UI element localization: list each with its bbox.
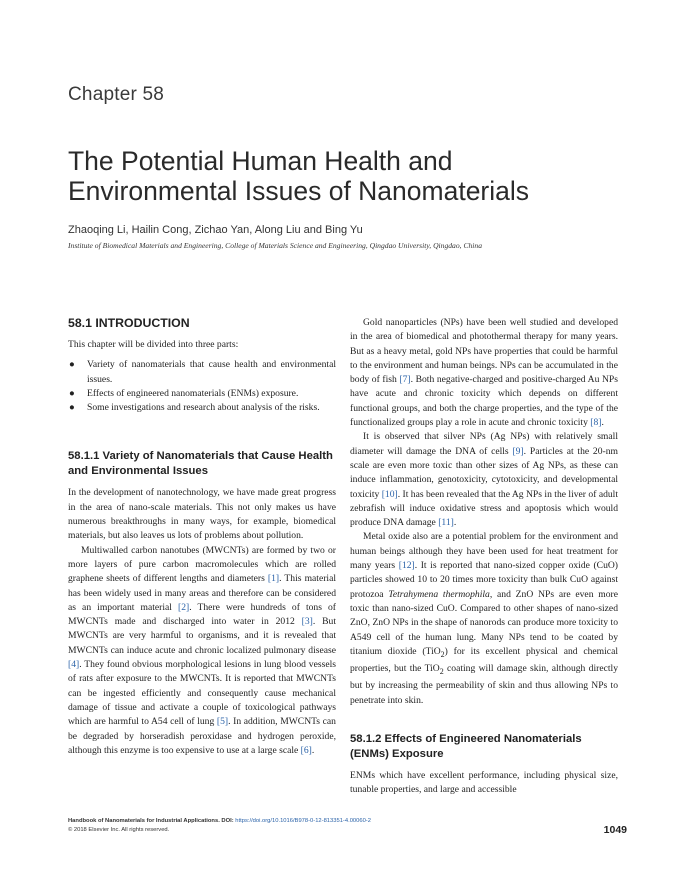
bullet-item: ● Variety of nanomaterials that cause health and environmental issues.: [69, 359, 336, 385]
footer-doi-line: Handbook of Nanomaterials for Industrial Applications. DOI: https://doi.org/10.1016/B978-0-12-813351-4.00060-2: [68, 818, 371, 824]
paragraph: Metal oxide also are a potential problem for the environment and human beings although they have been used for heat treatment for many years [12]. It is reported that nano-sized copper oxide (CuO) particles showed 10 to 20 times more toxicity than bulk CuO against protozoa Tetrahymena thermophila, and ZnO NPs are even more toxic than nano-sized CuO. Compared to other shapes of nano-sized ZnO, ZnO NPs in the shape of nanorods can produce more toxicity to A549 cell of the human lung. Many NPs tend to be coated by titanium dioxide (TiO$_2$) for its excellent physical and chemical properties, but the TiO$_2$ coating will damage skin, although directly but by increasing the permeability of skin and thus allowing NPs to penetrate into skin.: [350, 531, 618, 706]
bullet-icon: ●: [69, 359, 75, 371]
chapter-title: [68, 146, 628, 206]
paragraph: In the development of nanotechnology, we have made great progress in the area of nano-scale materials. This not only makes us have numerous breakthroughs in many ways, for example, biomedical materials, but also leaves us lots of problems about pollution.: [68, 487, 336, 542]
citation-link[interactable]: [3]: [301, 616, 313, 628]
citation-link[interactable]: [4]: [68, 659, 80, 671]
copyright: © 2018 Elsevier Inc. All rights reserved.: [68, 826, 170, 833]
paragraph: ENMs which have excellent performance, including physical size, tunable properties, and large and accessible: [350, 769, 618, 796]
citation-link[interactable]: [2]: [178, 601, 190, 613]
right-column: [350, 316, 618, 797]
bullet-item: ● Effects of engineered nanomaterials (ENMs) exposure.: [68, 387, 336, 401]
author-list: Zhaoqing Li, Hailin Cong, Zichao Yan, Along Liu and Bing Yu: [68, 224, 363, 236]
paragraph: It is observed that silver NPs (Ag NPs) with relatively small diameter will damage the DNA of cells [9]. Particles at the 20-nm scale are even more toxic than other sizes of Ag NPs, as these can induce inflammation, genotoxicity, cytotoxicity, and developmental toxicity [10]. It has been revealed that the Ag NPs in the liver of adult zebrafish will induce oxidative stress and apoptosis which would produce DNA damage [11].: [350, 431, 618, 529]
doi-link[interactable]: https://doi.org/10.1016/B978-0-12-813351-4.00060-2: [235, 818, 371, 824]
bullet-list: [68, 358, 336, 415]
section-heading-58-1: 58.1 INTRODUCTION: [68, 316, 190, 330]
page-footer: [68, 817, 628, 834]
chapter-label: Chapter 58: [68, 84, 165, 105]
bullet-item: ● Some investigations and research about analysis of the risks.: [68, 401, 336, 415]
paragraph: Gold nanoparticles (NPs) have been well studied and developed in the area of biomedical and photothermal therapy for many years. But as a heavy metal, gold NPs have properties that could be harmful to the environment and human beings. NPs can be accumulated in the body of fish [7]. Both negative-charged and positive-charged Au NPs have acute and chronic toxicity which depends on different functional groups, and both the charge properties, and the type of the functionalized groups play a role in acute and chronic toxicity [8].: [350, 317, 618, 429]
intro-sentence: This chapter will be divided into three parts:: [68, 339, 239, 350]
section-heading-58-1-2: 58.1.2 Effects of Engineered Nanomaterials (ENMs) Exposure: [350, 732, 582, 760]
bullet-icon: ●: [69, 402, 75, 414]
affiliation: Institute of Biomedical Materials and Engineering, College of Materials Science and Engineering, Qingdao University, Qingdao, China: [68, 241, 483, 250]
citation-link[interactable]: [8]: [590, 417, 602, 429]
bullet-icon: ●: [69, 387, 75, 399]
citation-link[interactable]: [5]: [216, 716, 229, 728]
citation-link[interactable]: [1]: [267, 573, 280, 585]
citation-link[interactable]: [12]: [398, 560, 415, 572]
paragraph: Multiwalled carbon nanotubes (MWCNTs) are formed by two or more layers of pure carbon macromolecules which are rolled graphene sheets of different lengths and diameters [1]. This material has been widely used in many areas and therefore can be considered as an important material [2]. There were hundreds of tons of MWCNTs made and discharged into water in 2012 [3]. But MWCNTs are very harmful to organisms, and it is revealed that MWCNTs can induce acute and chronic localized pulmonary disease [4]. They found obvious morphological lesions in lung blood vessels of rats after exposure to the MWCNTs. It is reported that MWCNTs can be ingested efficiently and consequently cause mechanical damage of tissue and activate a couple of toxicological pathways which are harmful to A54 cell of lung [5]. In addition, MWCNTs can be degraded by horseradish peroxidase and hydrogen peroxide, although this enzyme is too expensive to use at a large scale [6].: [68, 544, 336, 756]
left-column: [68, 316, 336, 758]
title-line-1: The Potential Human Health and: [68, 146, 453, 176]
section-heading-58-1-1: 58.1.1 Variety of Nanomaterials that Cause Health and Environmental Issues: [68, 450, 333, 478]
citation-link[interactable]: [7]: [399, 374, 411, 386]
citation-link[interactable]: [6]: [300, 744, 312, 756]
title-line-2: Environmental Issues of Nanomaterials: [68, 176, 530, 206]
citation-link[interactable]: [10]: [381, 488, 398, 500]
citation-link[interactable]: [11]: [438, 517, 454, 529]
citation-link[interactable]: [9]: [512, 445, 524, 457]
page-number: 1049: [603, 824, 627, 836]
species-name: Tetrahymena thermophila: [388, 588, 490, 600]
